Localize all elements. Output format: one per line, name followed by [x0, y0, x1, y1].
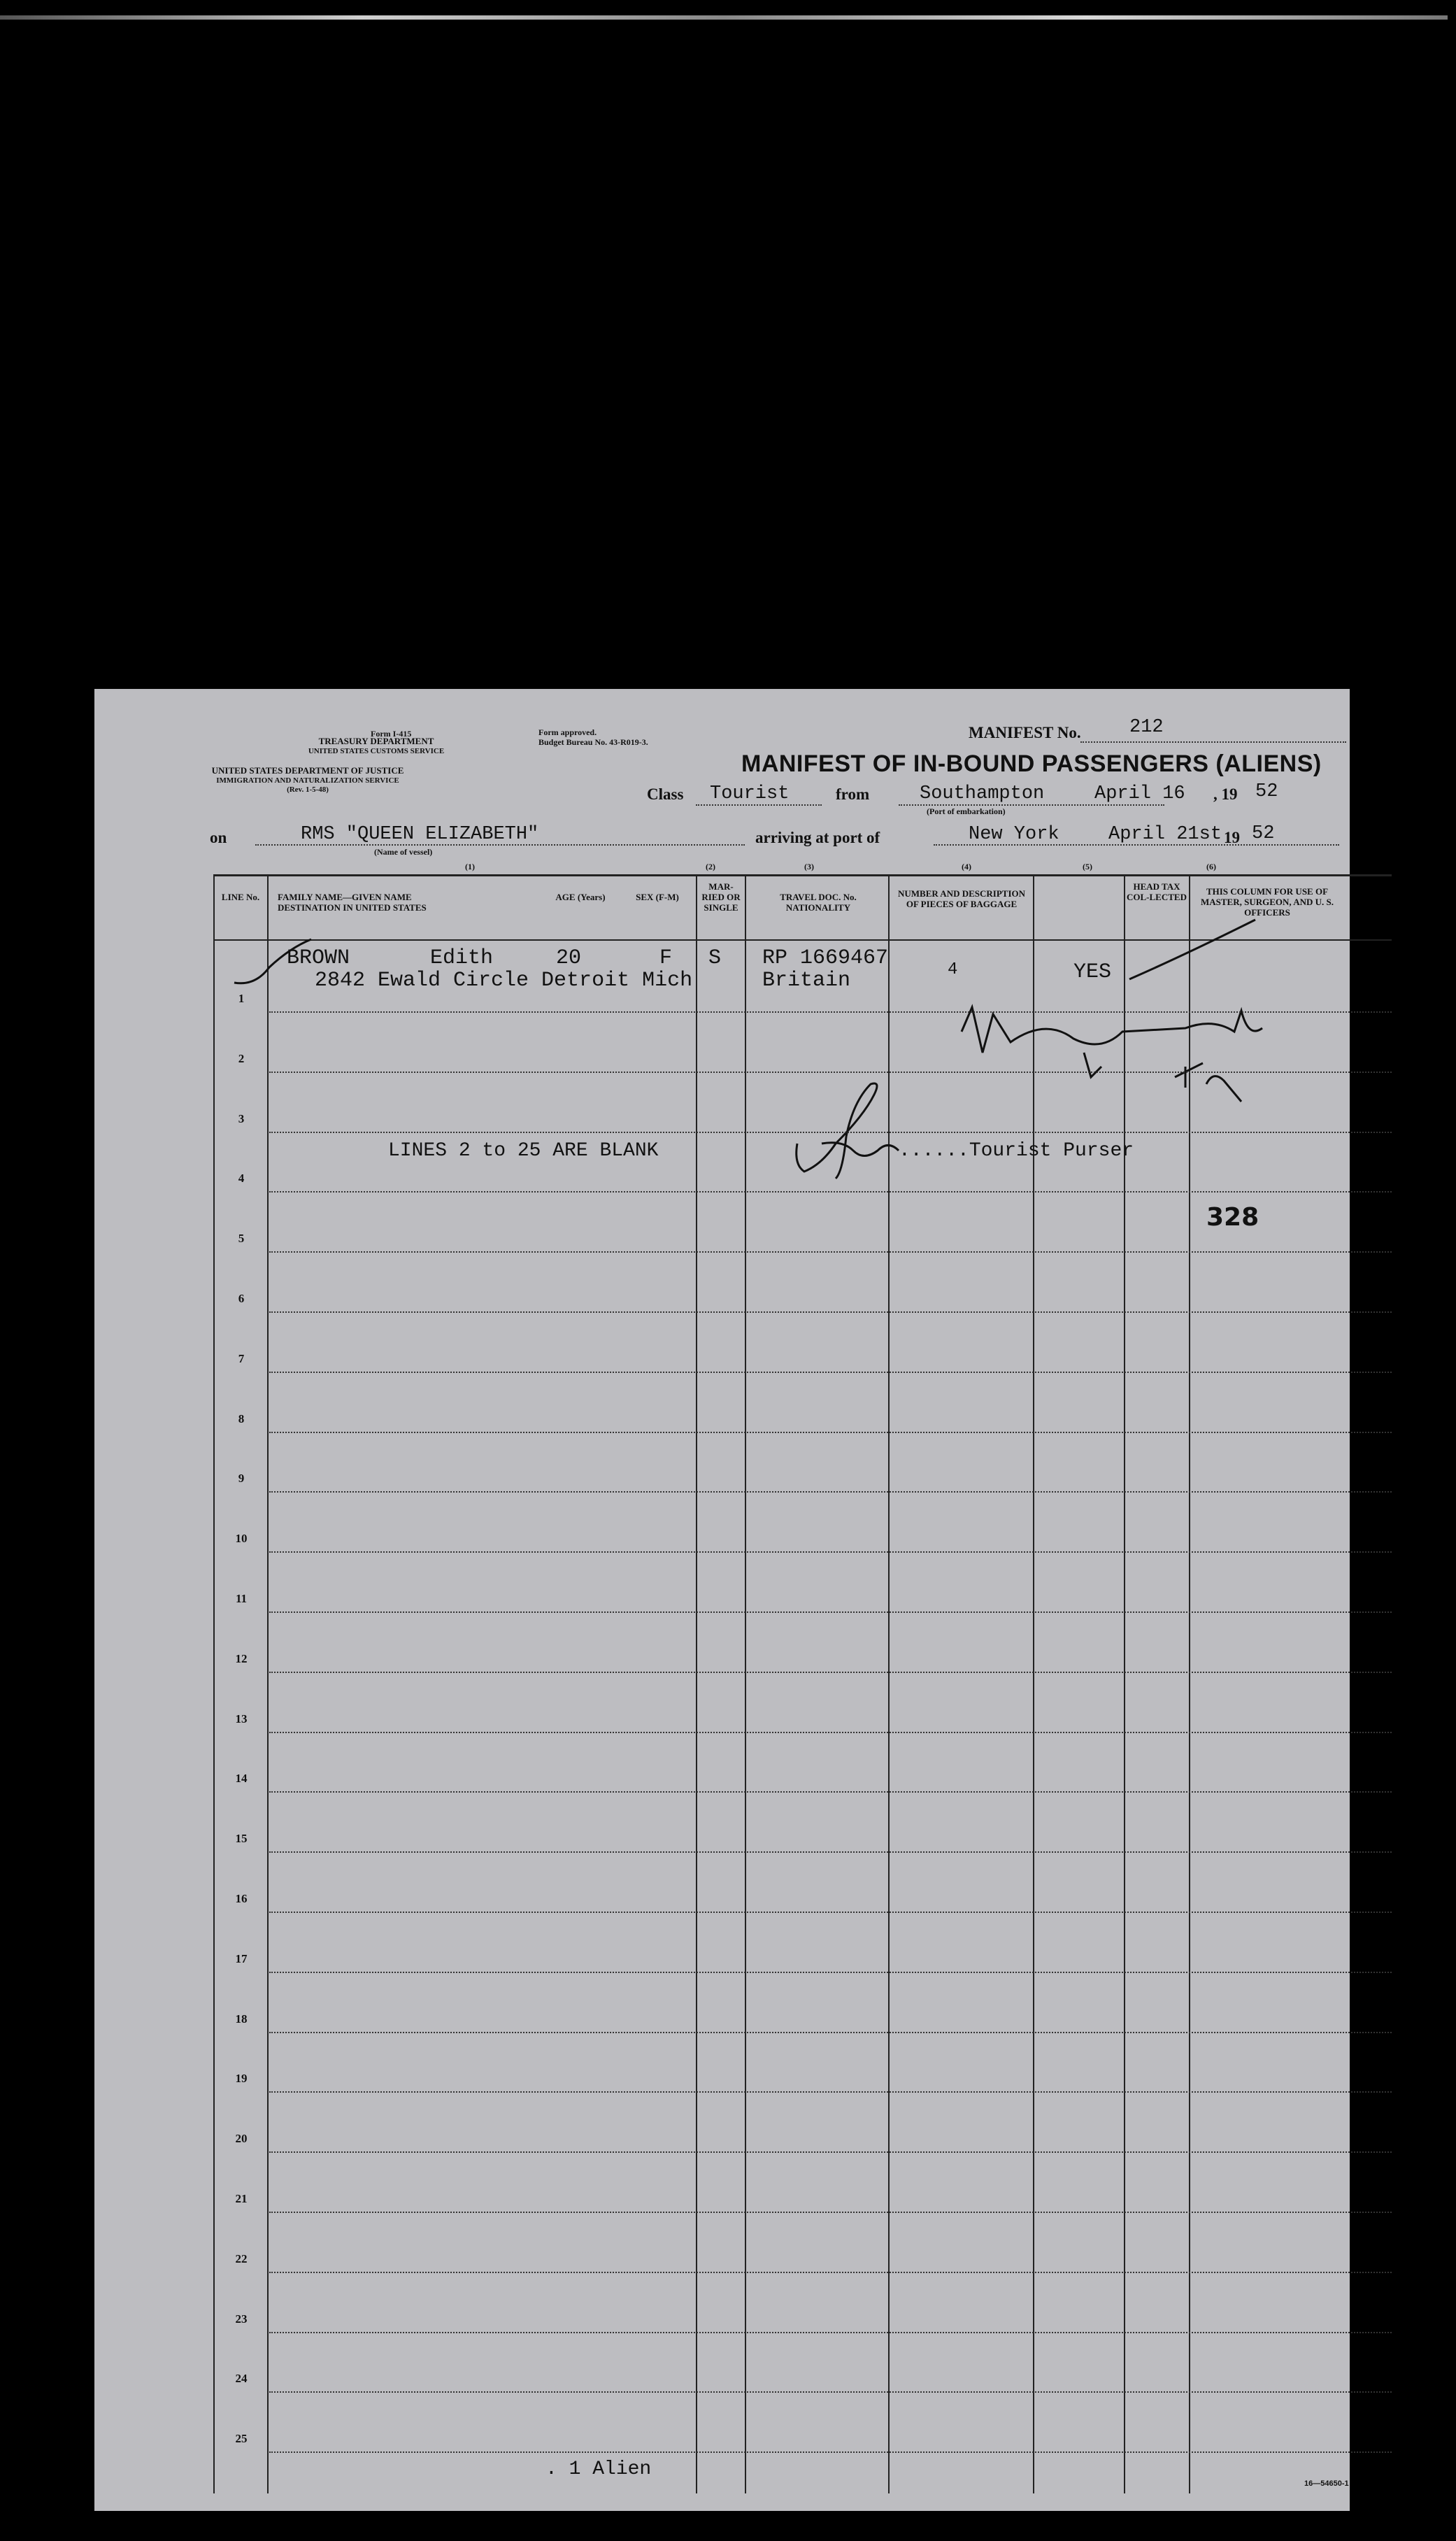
line-number: 24 — [235, 2372, 248, 2386]
row-rule — [269, 1132, 1392, 1133]
line-number: 22 — [235, 2251, 248, 2265]
marital-status: S — [708, 946, 722, 970]
col-num: (2) — [706, 862, 715, 871]
from-label: from — [836, 785, 870, 803]
row-rule — [269, 1251, 1392, 1253]
col-num: (3) — [804, 862, 814, 871]
col-num: (6) — [1206, 862, 1216, 871]
row-rule — [269, 1851, 1392, 1853]
baggage-count: 4 — [948, 960, 958, 979]
row-rule — [269, 1432, 1392, 1433]
form-number: Form I-415 — [371, 729, 412, 739]
port-embark-note: (Port of embarkation) — [927, 806, 1006, 816]
scan-edge — [0, 15, 1448, 20]
line-number: 5 — [238, 1232, 245, 1246]
line-number: 4 — [238, 1172, 245, 1186]
line-number: 9 — [238, 1472, 245, 1486]
class-label: Class — [647, 785, 684, 803]
budget-bureau: Budget Bureau No. 43-R019-3. — [538, 737, 648, 747]
row-rule — [269, 1912, 1392, 1913]
page-title: MANIFEST OF IN-BOUND PASSENGERS (ALIENS) — [741, 750, 1322, 777]
line-number: 8 — [238, 1411, 245, 1425]
row-rule — [269, 2332, 1392, 2333]
line-number: 16 — [235, 1892, 248, 1905]
destination: 2842 Ewald Circle Detroit Mich — [315, 969, 693, 992]
arrival-port: New York — [969, 824, 1059, 845]
handwriting-marks — [94, 689, 1350, 2511]
arrival-year: 52 — [1252, 823, 1275, 844]
manifest-number: 212 — [1129, 717, 1164, 738]
line-number: 1 — [238, 992, 245, 1005]
line-number: 19 — [235, 2072, 248, 2086]
line-number: 15 — [235, 1832, 248, 1846]
row-rule — [269, 2272, 1392, 2273]
justice-label: UNITED STATES DEPARTMENT OF JUSTICE — [211, 765, 404, 776]
line-number: 25 — [235, 2432, 248, 2446]
line-number: 7 — [238, 1351, 245, 1365]
line-number: 18 — [235, 2012, 248, 2026]
col-header-name: FAMILY NAME—GIVEN NAME DESTINATION IN UNITED STATES — [278, 892, 427, 913]
row-rule — [269, 1791, 1392, 1793]
embark-date: April 16 — [1094, 783, 1185, 804]
col-header-baggage: NUMBER AND DESCRIPTION OF PIECES OF BAGGAGE — [897, 888, 1026, 909]
col-header-age: AGE (Years) — [555, 892, 606, 902]
line-number: 6 — [238, 1292, 245, 1305]
row-rule — [269, 2391, 1392, 2393]
embark-year-prefix: , 19 — [1213, 785, 1238, 803]
row-rule — [269, 1732, 1392, 1733]
purser-note: ......Tourist Purser — [899, 1140, 1134, 1162]
row-rule — [269, 2151, 1392, 2153]
row-rule — [269, 1191, 1392, 1193]
row-rule — [269, 1672, 1392, 1673]
family-name: BROWN — [287, 946, 350, 970]
port-of-embarkation: Southampton — [920, 783, 1045, 804]
col-header-travel-doc: TRAVEL DOC. No. NATIONALITY — [780, 892, 857, 913]
row-rule — [269, 2212, 1392, 2213]
col-num: (1) — [465, 862, 475, 871]
row-rule — [269, 1311, 1392, 1313]
row-rule — [269, 2451, 1392, 2453]
line-number: 17 — [235, 1951, 248, 1965]
line-number: 13 — [235, 1711, 248, 1725]
row-rule — [269, 2032, 1392, 2033]
stamp-number: 328 — [1206, 1203, 1259, 1232]
line-number: 14 — [235, 1772, 248, 1786]
ins-label: IMMIGRATION AND NATURALIZATION SERVICE — [216, 776, 399, 785]
blank-lines-note: LINES 2 to 25 ARE BLANK — [388, 1140, 659, 1162]
row-rule — [269, 1072, 1392, 1073]
col-header-head-tax: HEAD TAX COL-LECTED — [1127, 881, 1187, 902]
line-number: 12 — [235, 1651, 248, 1665]
manifest-page — [94, 689, 1350, 2511]
alien-count: . 1 Alien — [545, 2458, 652, 2480]
line-number: 23 — [235, 2312, 248, 2326]
col-header-married: MAR-RIED OR SINGLE — [701, 881, 741, 913]
row-rule — [269, 1972, 1392, 1973]
manifest-number-label: MANIFEST No. — [969, 724, 1081, 741]
form-approved: Form approved. — [538, 727, 597, 737]
form-code: 16—54650-1 — [1304, 2479, 1349, 2488]
line-number: 10 — [235, 1532, 248, 1546]
treasury-label: TREASURY DEPARTMENT — [318, 736, 434, 746]
row-rule — [269, 1491, 1392, 1493]
row-rule — [269, 1011, 1392, 1013]
embark-year: 52 — [1255, 781, 1278, 802]
line-number: 11 — [235, 1592, 248, 1605]
col-header-line: LINE No. — [221, 892, 260, 902]
line-number: 3 — [238, 1111, 245, 1125]
given-name: Edith — [430, 946, 494, 970]
col-num: (4) — [962, 862, 971, 871]
line-number: 20 — [235, 2132, 248, 2146]
class-value: Tourist — [710, 783, 790, 804]
rev-label: (Rev. 1-5-48) — [287, 785, 329, 794]
row-rule — [269, 1372, 1392, 1373]
row-rule — [269, 1611, 1392, 1613]
travel-doc-number: RP 1669467 — [762, 946, 889, 970]
nationality: Britain — [762, 969, 851, 992]
arrival-date: April 21st — [1108, 824, 1222, 845]
row-rule — [269, 1551, 1392, 1553]
col-header-officers: THIS COLUMN FOR USE OF MASTER, SURGEON, AND U. S. OFFICERS — [1201, 886, 1334, 918]
col-num: (5) — [1083, 862, 1092, 871]
vessel-name: RMS "QUEEN ELIZABETH" — [301, 824, 539, 845]
arriving-label: arriving at port of — [755, 829, 880, 846]
sex: F — [659, 946, 673, 970]
line-number: 21 — [235, 2192, 248, 2205]
customs-label: UNITED STATES CUSTOMS SERVICE — [308, 747, 445, 755]
col-header-sex: SEX (F-M) — [636, 892, 679, 902]
row-rule — [269, 2091, 1392, 2093]
line-number: 2 — [238, 1051, 245, 1065]
on-label: on — [210, 829, 227, 846]
age: 20 — [556, 946, 582, 970]
vessel-note: (Name of vessel) — [374, 847, 433, 857]
arrival-year-prefix: 19 — [1224, 829, 1240, 846]
head-tax-collected: YES — [1073, 960, 1112, 984]
